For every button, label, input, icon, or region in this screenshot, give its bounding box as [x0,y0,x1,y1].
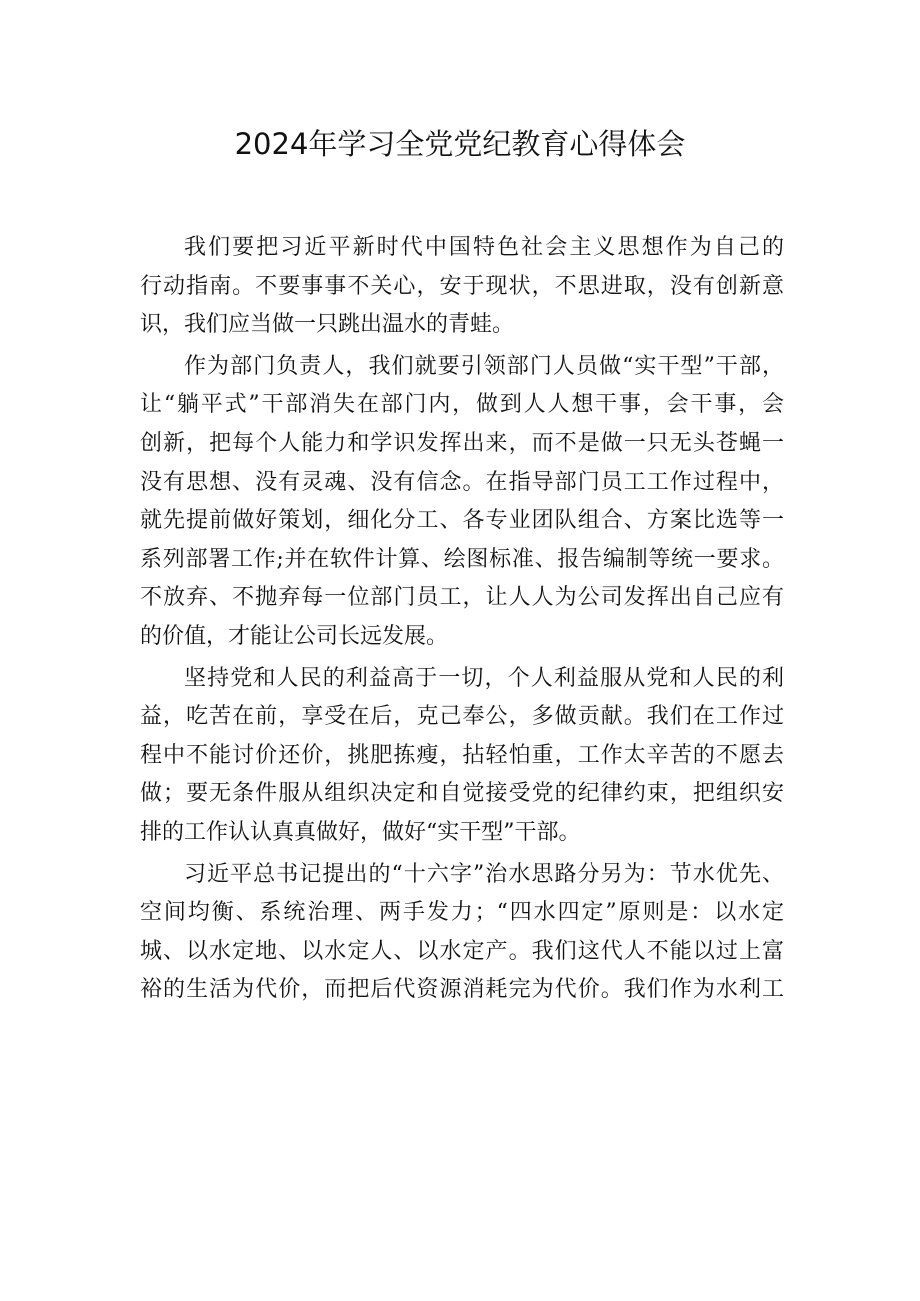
paragraph-line: 习近平总书记提出的“十六字”治水思路分另为：节水优先、 [184,861,784,887]
paragraph-line: 让“躺平式”干部消失在部门内，做到人人想干事，会干事，会 [140,392,784,418]
paragraph-line: 的价值，才能让公司长远发展。 [140,623,449,649]
paragraph-line: 作为部门负责人，我们就要引领部门人员做“实干型”干部， [184,353,784,379]
paragraph-line: 程中不能讨价还价，挑肥拣瘦，拈轻怕重，工作太辛苦的不愿去 [140,742,784,768]
paragraph-line: 坚持党和人民的利益高于一切，个人利益服从党和人民的利 [184,665,784,691]
paragraph-line: 排的工作认认真真做好，做好“实干型”干部。 [140,819,581,845]
paragraph-line: 系列部署工作;并在软件计算、绘图标准、报告编制等统一要求。 [140,546,784,572]
paragraph-line: 裕的生活为代价，而把后代资源消耗完为代价。我们作为水利工 [140,977,784,1003]
paragraph-line: 空间均衡、系统治理、两手发力；“四水四定”原则是：以水定 [140,900,784,926]
paragraph-1 [140,229,784,345]
paragraph-line: 做；要无条件服从组织决定和自觉接受党的纪律约束，把组织安 [140,781,784,807]
paragraph-line: 就先提前做好策划，细化分工、各专业团队组合、方案比选等一 [140,508,784,534]
paragraph-4 [140,856,784,1010]
document-body [140,229,784,1010]
document-title: 2024年学习全党党纪教育心得体会 [234,127,686,161]
paragraph-3 [140,660,784,853]
paragraph-line: 没有思想、没有灵魂、没有信念。在指导部门员工工作过程中， [140,469,784,495]
paragraph-line: 益，吃苦在前，享受在后，克己奉公，多做贡献。我们在工作过 [140,704,784,730]
paragraph-2 [140,348,784,657]
paragraph-line: 行动指南。不要事事不关心，安于现状，不思进取，没有创新意 [140,273,784,299]
paragraph-line: 不放弃、不抛弃每一位部门员工，让人人为公司发挥出自己应有 [140,585,784,611]
paragraph-line: 创新，把每个人能力和学识发挥出来，而不是做一只无头苍蝇一 [140,430,784,456]
paragraph-line: 城、以水定地、以水定人、以水定产。我们这代人不能以过上富 [140,938,784,964]
paragraph-line: 识，我们应当做一只跳出温水的青蛙。 [140,312,515,338]
paragraph-line: 我们要把习近平新时代中国特色社会主义思想作为自己的 [184,235,784,260]
